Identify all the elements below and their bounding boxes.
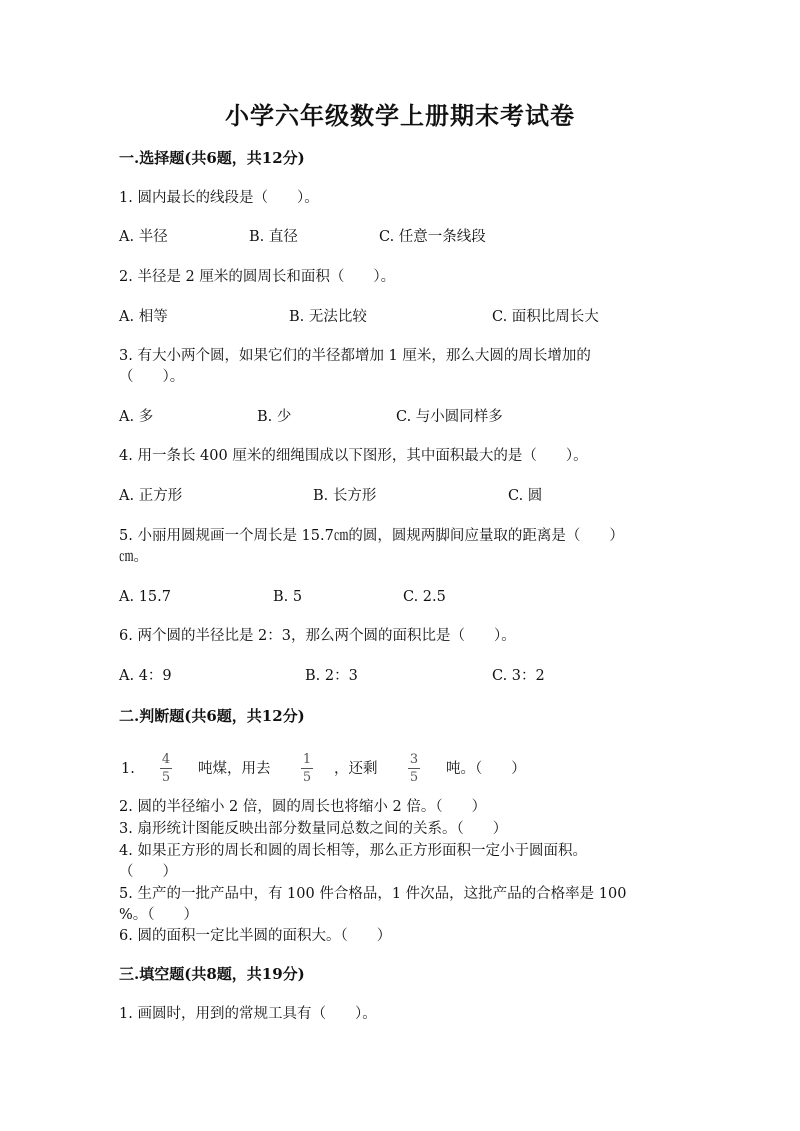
fraction-one-fifth	[301, 752, 313, 785]
option-c: C. 面积比周长大	[492, 309, 599, 325]
fraction-bar	[408, 768, 420, 769]
question-text: 2. 半径是 2 厘米的圆周长和面积（ ）。	[119, 269, 396, 285]
option-c: C. 与小圆同样多	[396, 409, 503, 425]
question-text: 1. 画圆时，用到的常规工具有（ ）。	[119, 1006, 377, 1022]
statement-text-continued: （ ）	[119, 864, 177, 880]
fraction-bar	[160, 768, 172, 769]
statement-text: 6. 圆的面积一定比半圆的面积大。（ ）	[119, 928, 392, 944]
question-text-continued: （ ）。	[119, 369, 185, 385]
fraction-numerator: 1	[302, 752, 312, 767]
section-header-choice: 一.选择题(共6题，共12分)	[119, 149, 305, 167]
option-b: B. 2：3	[305, 668, 358, 684]
option-a: A. 4：9	[119, 668, 172, 684]
option-c: C. 任意一条线段	[379, 229, 486, 245]
question-text: 6. 两个圆的半径比是 2：3，那么两个圆的面积比是（ ）。	[119, 628, 516, 644]
option-b: B. 直径	[249, 229, 298, 245]
fraction-denominator: 5	[409, 770, 419, 785]
statement-text: 5. 生产的一批产品中，有 100 件合格品，1 件次品，这批产品的合格率是 100	[119, 886, 627, 902]
option-a: A. 相等	[119, 309, 168, 325]
option-a: A. 15.7	[119, 589, 171, 605]
fraction-numerator: 3	[409, 752, 419, 767]
question-text: 5. 小丽用圆规画一个周长是 15.7㎝的圆，圆规两脚间应量取的距离是（ ）	[119, 528, 624, 544]
question-text: 4. 用一条长 400 厘米的细绳围成以下图形，其中面积最大的是（ ）。	[119, 448, 588, 464]
fraction-denominator: 5	[161, 770, 171, 785]
page-title: 小学六年级数学上册期末考试卷	[225, 101, 575, 130]
option-c: C. 2.5	[403, 589, 446, 605]
option-b: B. 长方形	[313, 488, 377, 504]
option-b: B. 无法比较	[289, 309, 367, 325]
fraction-denominator: 5	[302, 770, 312, 785]
fraction-numerator: 4	[161, 752, 171, 767]
section-header-judgement: 二.判断题(共6题，共12分)	[119, 707, 305, 725]
statement-text: 4. 如果正方形的周长和圆的周长相等，那么正方形面积一定小于圆面积。	[119, 843, 587, 859]
statement-text-continued: %。（ ）	[119, 907, 199, 923]
option-a: A. 半径	[119, 229, 168, 245]
option-b: B. 5	[273, 589, 303, 605]
statement-text: 2. 圆的半径缩小 2 倍，圆的周长也将缩小 2 倍。（ ）	[119, 799, 487, 815]
question-number: 1.	[121, 761, 135, 777]
question-text: 吨煤，用去	[198, 761, 271, 777]
fraction-four-fifths	[160, 752, 172, 785]
question-text: ，还剩	[334, 761, 378, 777]
option-a: A. 正方形	[119, 488, 183, 504]
question-text: 3. 有大小两个圆，如果它们的半径都增加 1 厘米，那么大圆的周长增加的	[119, 348, 591, 364]
question-text: 1. 圆内最长的线段是（ ）。	[119, 190, 319, 206]
fraction-three-fifths	[408, 752, 420, 785]
option-b: B. 少	[257, 409, 292, 425]
question-text-continued: ㎝。	[119, 549, 148, 565]
question-text: 吨。（ ）	[446, 761, 526, 777]
fraction-bar	[301, 768, 313, 769]
option-c: C. 3：2	[492, 668, 545, 684]
option-c: C. 圆	[508, 488, 543, 504]
statement-text: 3. 扇形统计图能反映出部分数量同总数之间的关系。（ ）	[119, 821, 508, 837]
section-header-fill-in: 三.填空题(共8题，共19分)	[119, 965, 305, 983]
option-a: A. 多	[119, 409, 154, 425]
